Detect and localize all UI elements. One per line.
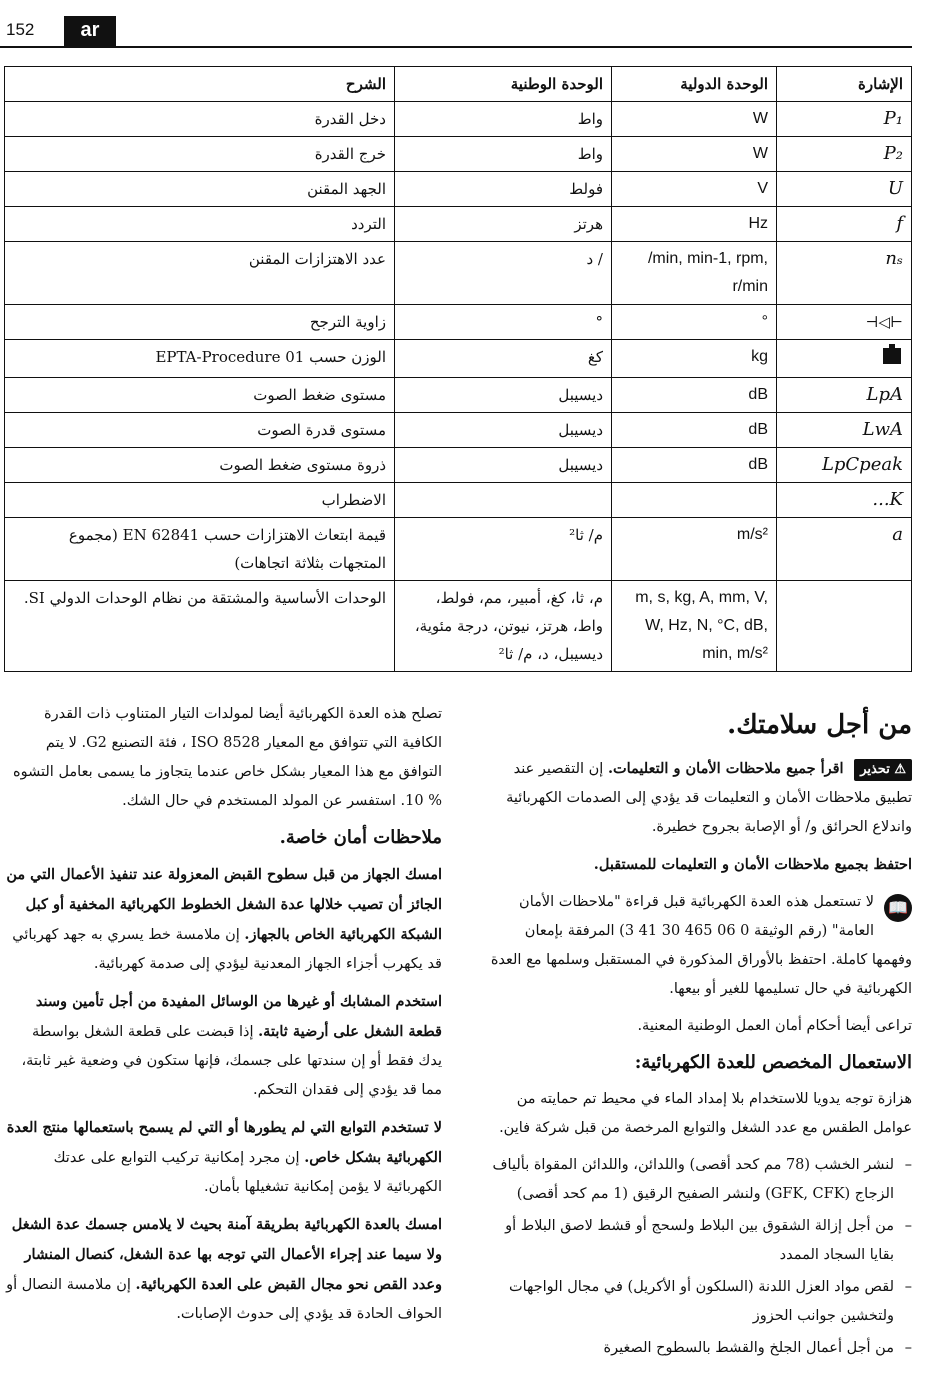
table-row [5,172,912,207]
table-row [5,378,912,413]
safety-bold-text: امسك الجهاز من قبل سطوح القبض المعزولة عند تنفيذ الأعمال التي من الجائز أن تصيب خلالها عدة الشغل الخطوط الكهربائية المخفية أو كبل الشبكة الكهربائية الخاص بالجهاز. [6,866,442,943]
national-unit-cell: / د [395,242,612,305]
list-item: – من أجل أعمال الجلخ والقشط بالسطوح الصغيرة [484,1334,912,1363]
warning-icon: ⚠ [894,762,906,777]
national-unit-cell: فولط [395,172,612,207]
symbol-cell: K... [777,483,912,518]
intl-unit-cell: ° [612,305,777,340]
description-cell: عدد الاهتزازات المقنن [5,242,395,305]
safety-text: إن مجرد إمكانية تركيب التوابع على عدتك الكهربائية لا يؤمن إمكانية تشغيلها بأمان. [53,1150,442,1195]
list-item: – لقص مواد العزل اللدنة (السلكون أو الأكريل) في مجال الواجهات ولتخشين جوانب الحزوز [484,1273,912,1331]
weight-symbol-cell [777,340,912,378]
national-unit-cell: ديسيبل [395,413,612,448]
page-header [0,0,950,50]
symbol-cell [777,581,912,672]
read-manual-icon: 📖 [884,894,912,922]
symbol-cell: P₁ [777,102,912,137]
national-unit-cell: م/ ثا² [395,518,612,581]
header-national-unit: الوحدة الوطنية [395,67,612,102]
symbol-cell: LwA [777,413,912,448]
page-number: 152 [6,20,35,39]
intl-unit-cell: W [612,137,777,172]
table-row [5,518,912,581]
national-unit-cell: ° [395,305,612,340]
description-cell: زاوية الترجح [5,305,395,340]
national-unit-cell: ديسيبل [395,448,612,483]
table-row [5,483,912,518]
oscillation-angle-icon: ⊣◁⊢ [865,313,903,331]
table-row [5,242,912,305]
symbol-cell: nₛ [777,242,912,305]
list-item: – من أجل إزالة الشقوق بين البلاط ولسحج أو قشط لاصق البلاط أو بقايا السجاد الممدد [484,1212,912,1270]
warning-bold-text: اقرأ جميع ملاحظات الأمان و التعليمات. [607,760,844,777]
weight-icon [881,343,903,365]
keep-instructions-text: احتفظ بجميع ملاحظات الأمان و التعليمات للمستقبل. [593,856,912,873]
symbol-cell: f [777,207,912,242]
table-row [5,413,912,448]
intl-unit-cell [612,483,777,518]
symbol-cell: U [777,172,912,207]
table-row [5,137,912,172]
description-cell: الجهد المقنن [5,172,395,207]
intl-unit-cell: m/s² [612,518,777,581]
national-unit-cell: ديسيبل [395,378,612,413]
national-unit-cell: واط [395,102,612,137]
symbol-cell: a [777,518,912,581]
table-row [5,102,912,137]
section-title-safety: من أجل سلامتك. [727,710,912,740]
description-cell: التردد [5,207,395,242]
warning-text: إن التقصير عند تطبيق ملاحظات الأمان و التعليمات قد يؤدي إلى الصدمات الكهربائية واندلاع الحرائق و/ أو الإصابة بجروح خطيرة. [506,761,912,835]
oscillation-angle-symbol-cell [777,305,912,340]
right-column [484,708,912,1366]
description-cell: الوحدات الأساسية والمشتقة من نظام الوحدات الدولي SI. [5,581,395,672]
symbol-cell: P₂ [777,137,912,172]
description-cell: خرج القدرة [5,137,395,172]
manual-notice-text: لا تستعمل هذه العدة الكهربائية قبل قراءة "ملاحظات الأمان العامة" (رقم الوثيقة 0 06 465 30 41 3) المرفقة بإمعان وفهمها كاملة. احتفظ بالأوراق المذكورة في المستقبل وسلمها مع العدة الكهربائية في حال تسليمها للغير أو بيعها. [490,894,912,997]
keep-instructions-notice [484,850,912,880]
intended-use-heading: الاستعمال المخصص للعدة الكهربائية: [634,1052,912,1073]
safety-text: إن ملامسة النصال أو الحواف الحادة قد يؤدي إلى حدوث الإصابات. [6,1277,442,1322]
national-unit-cell: كغ [395,340,612,378]
symbols-table [4,66,912,672]
intl-unit-cell: kg [612,340,777,378]
table-row [5,448,912,483]
national-unit-cell: هرتز [395,207,612,242]
table-row [5,581,912,672]
description-cell: مستوى قدرة الصوت [5,413,395,448]
table-row [5,305,912,340]
symbol-cell: LpCpeak [777,448,912,483]
manual-notice [484,888,912,1004]
description-cell: مستوى ضغط الصوت [5,378,395,413]
safety-bold-text: امسك بالعدة الكهربائية بطريقة آمنة بحيث لا يلامس جسمك عدة الشغل ولا سيما عند إجراء الأعمال التي توجه بها عدة الشغل، كنصال المنشار وعدد القص نحو مجال القبض على العدة الكهربائية. [11,1216,442,1293]
header-symbol: الإشارة [777,67,912,102]
safety-paragraph [6,987,442,1105]
intended-use-list [484,1151,912,1363]
warning-paragraph [484,754,912,842]
national-unit-cell: واط [395,137,612,172]
description-cell: قيمة ابتعاث الاهتزازات حسب EN 62841 (مجموع المتجهات بثلاثة اتجاهات) [5,518,395,581]
intl-unit-cell: dB [612,448,777,483]
table-row [5,340,912,378]
safety-bold-text: استخدم المشابك أو غيرها من الوسائل المفيدة من أجل تأمين وسند قطعة الشغل على أرضية ثابتة. [35,993,442,1040]
header-description: الشرح [5,67,395,102]
safety-paragraph [6,1210,442,1329]
warning-badge [854,759,912,781]
generator-paragraph: تصلح هذه العدة الكهربائية أيضا لمولدات التيار المتناوب ذات القدرة الكافية التي تتوافق مع المعيار ISO 8528 ، فئة التصنيع G2. لا يتم التوافق مع هذا المعيار بشكل خاص عندما يتجاوز ما يسمى بعامل التشوه % 10. استفسر عن المولد المستخدم في حال الشك. [12,706,442,809]
symbol-cell: LpA [777,378,912,413]
intended-use-text: هزازة توجه يدويا للاستخدام بلا إمداد الماء في محيط تم حمايته من عوامل الطقس مع عدد الشغل والتوابع المرخصة من قبل شركة فاين. [499,1091,912,1136]
safety-text: إذا قبضت على قطعة الشغل بواسطة يدك فقط أو إن سندتها على جسمك، فإنها ستكون في وضعية غير ثابتة، مما قد يؤدي إلى فقدان التحكم. [21,1024,442,1098]
language-tab: ar [64,16,116,46]
safety-bold-text: لا تستخدم التوابع التي لم يطورها أو التي لم يسمح باستعمالها منتج العدة الكهربائية بشكل خاص. [6,1119,442,1166]
national-unit-cell: م، ثا، كغ، أمبير، مم، فولط، واط، هرتز، نيوتن، درجة مئوية، ديسيبل، د، م/ ثا² [395,581,612,672]
intl-unit-cell: dB [612,413,777,448]
warning-badge-label: تحذير [860,762,890,777]
description-cell: ذروة مستوى ضغط الصوت [5,448,395,483]
intl-unit-cell: m, s, kg, A, mm, V, W, Hz, N, °C, dB, min, m/s² [612,581,777,672]
description-cell: الاضطراب [5,483,395,518]
table-header-row [5,67,912,102]
header-rule [0,46,912,48]
table-row [5,207,912,242]
description-cell: دخل القدرة [5,102,395,137]
intl-unit-cell: W [612,102,777,137]
safety-text: إن ملامسة خط يسري به جهد كهربائي قد يكهرب أجزاء الجهاز المعدنية ليؤدي إلى صدمة كهربائية. [12,927,442,972]
intl-unit-cell: dB [612,378,777,413]
description-cell: الوزن حسب EPTA-Procedure 01 [5,340,395,378]
left-column [6,700,442,1337]
list-item: – لنشر الخشب (78 مم كحد أقصى) واللدائن، واللدائن المقواة بألياف الزجاج (GFK, CFK) ولنشر الصفيح الرقيق (1 مم كحد أقصى) [484,1151,912,1209]
special-safety-heading: ملاحظات أمان خاصة. [279,827,442,848]
national-unit-cell [395,483,612,518]
intl-unit-cell: V [612,172,777,207]
safety-paragraph [6,1113,442,1202]
header-intl-unit: الوحدة الدولية [612,67,777,102]
intl-unit-cell: Hz [612,207,777,242]
regulations-notice: تراعى أيضا أحكام أمان العمل الوطنية المعنية. [637,1018,912,1034]
safety-paragraph [6,860,442,979]
intl-unit-cell: /min, min-1, rpm, r/min [612,242,777,305]
